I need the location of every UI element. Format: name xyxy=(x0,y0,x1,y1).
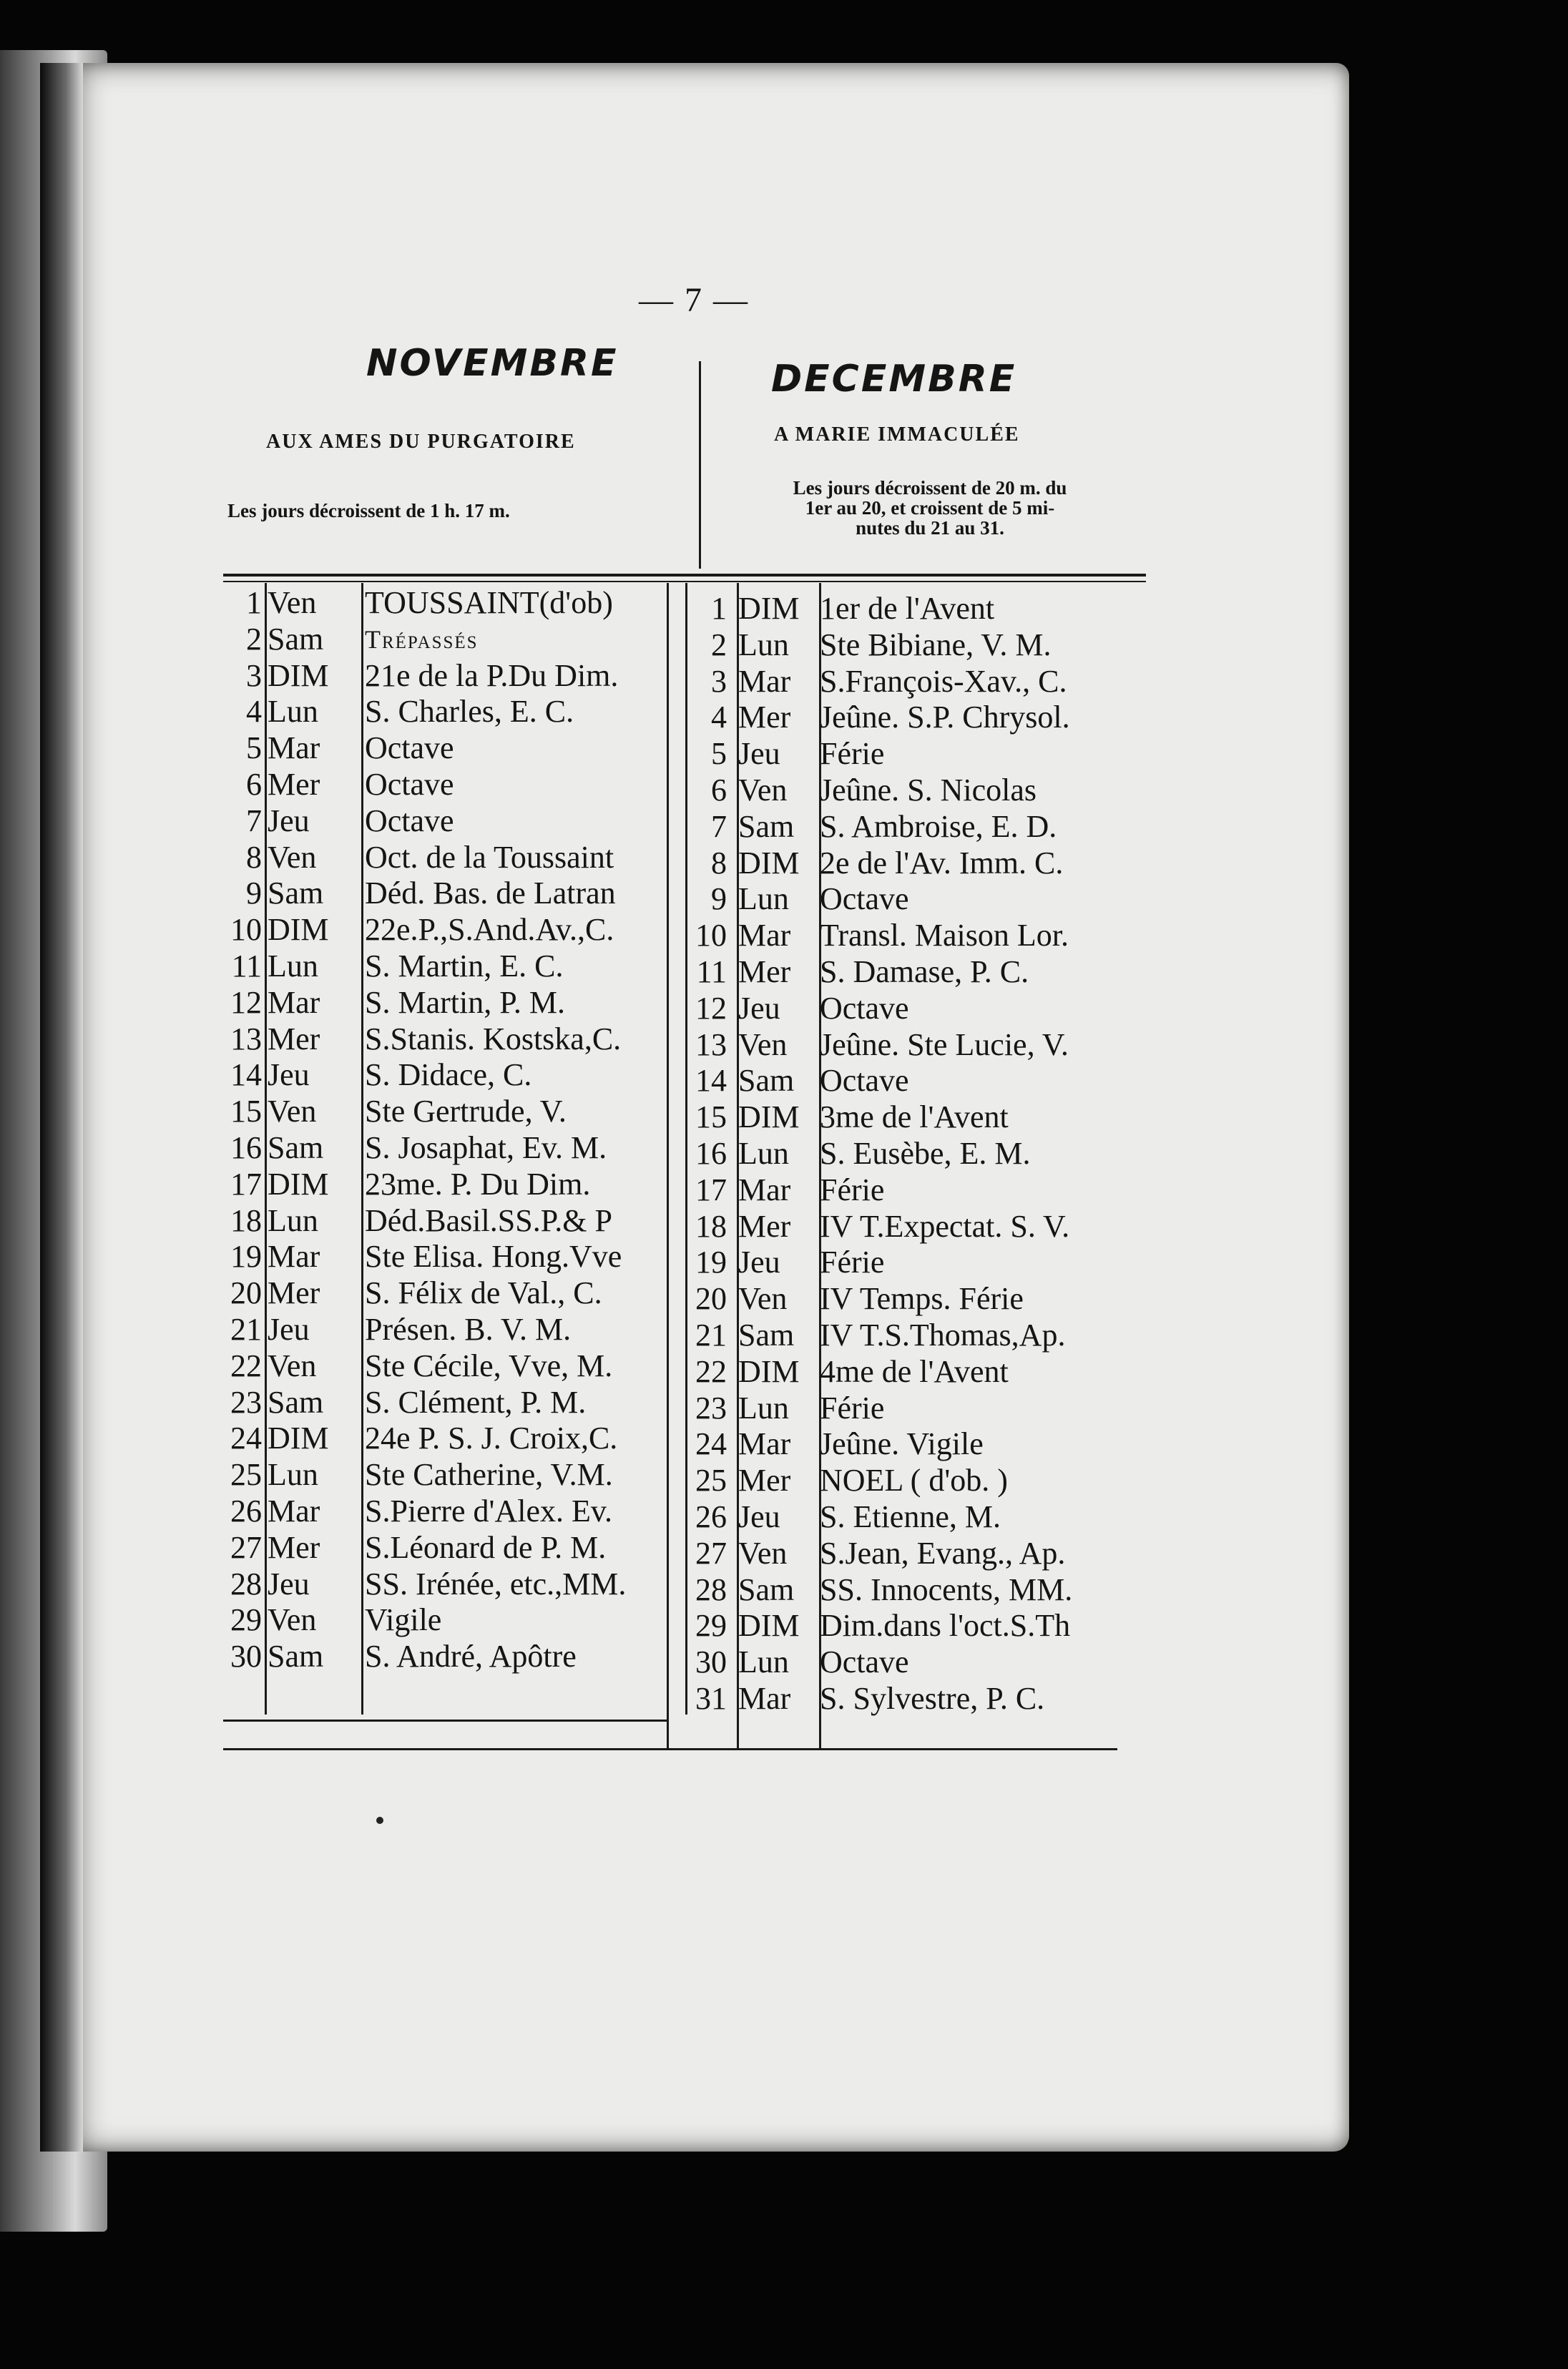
feast: S.Jean, Evang., Ap. xyxy=(820,1535,1066,1571)
feast: S.Pierre d'Alex. Ev. xyxy=(365,1493,613,1529)
day-number: 13 xyxy=(695,1026,727,1062)
weekday: Mar xyxy=(738,663,791,699)
november-dedication: AUX AMES DU PURGATOIRE xyxy=(266,431,576,453)
december-daylight-note-line: Les jours décroissent de 20 m. du xyxy=(793,477,1067,499)
feast: Octave xyxy=(365,766,454,802)
weekday: Mer xyxy=(738,1463,791,1499)
feast: Octave xyxy=(365,803,454,838)
november-row xyxy=(230,984,687,1021)
day-number: 12 xyxy=(230,984,262,1020)
day-number: 14 xyxy=(230,1057,262,1093)
feast: Jeûne. S. Nicolas xyxy=(820,772,1037,808)
weekday: Lun xyxy=(738,1135,789,1171)
december-daylight-note-line: 1er au 20, et croissent de 5 mi- xyxy=(805,497,1055,519)
weekday: Mar xyxy=(268,984,320,1020)
day-number: 11 xyxy=(231,948,262,984)
day-number: 10 xyxy=(695,918,727,953)
december-row xyxy=(694,1499,1137,1536)
november-row xyxy=(230,1129,687,1167)
weekday: Lun xyxy=(738,627,789,662)
day-number: 6 xyxy=(711,772,727,808)
weekday: Sam xyxy=(268,1639,324,1674)
day-number: 25 xyxy=(230,1457,262,1493)
day-number: 30 xyxy=(695,1644,727,1680)
december-row xyxy=(694,845,1137,882)
weekday: Lun xyxy=(268,948,318,984)
weekday: DIM xyxy=(738,845,800,881)
december-row xyxy=(694,627,1137,664)
feast: Transl. Maison Lor. xyxy=(820,918,1069,953)
day-number: 26 xyxy=(230,1493,262,1529)
weekday: Lun xyxy=(738,1644,789,1680)
feast: IV T.S.Thomas,Ap. xyxy=(820,1317,1066,1353)
day-number: 9 xyxy=(711,881,727,917)
december-daylight-note xyxy=(701,478,1159,538)
weekday: Sam xyxy=(738,1571,795,1607)
november-row xyxy=(230,1493,687,1530)
weekday: Ven xyxy=(268,1602,317,1638)
day-number: 24 xyxy=(695,1426,727,1462)
december-row xyxy=(694,1099,1137,1136)
day-number: 6 xyxy=(246,766,262,802)
november-row xyxy=(236,803,687,840)
november-row xyxy=(230,1639,687,1675)
weekday: DIM xyxy=(738,1353,800,1389)
day-number: 10 xyxy=(230,912,262,948)
feast: NOEL ( d'ob. ) xyxy=(820,1463,1008,1499)
december-title: DECEMBRE xyxy=(771,358,1017,401)
feast: Férie xyxy=(820,1390,885,1426)
weekday: Lun xyxy=(268,1202,318,1238)
table-top-rule xyxy=(223,574,1146,577)
day-number: 5 xyxy=(246,730,262,766)
day-number: 17 xyxy=(230,1166,262,1202)
day-number: 5 xyxy=(711,736,727,772)
feast: Ste Elisa. Hong.Vve xyxy=(365,1239,622,1275)
feast: Ste Bibiane, V. M. xyxy=(820,627,1052,662)
feast: Trépassés xyxy=(365,624,479,654)
day-number: 29 xyxy=(230,1602,262,1638)
weekday: DIM xyxy=(268,1166,329,1202)
day-number: 2 xyxy=(246,621,262,657)
weekday: Mar xyxy=(738,918,791,953)
feast: Présen. B. V. M. xyxy=(365,1311,572,1347)
weekday: Sam xyxy=(268,1129,324,1165)
day-number: 16 xyxy=(695,1135,727,1171)
december-row xyxy=(694,1245,1137,1281)
day-number: 20 xyxy=(230,1275,262,1311)
weekday: Mer xyxy=(268,1275,320,1311)
december-row xyxy=(694,1608,1137,1644)
day-number: 7 xyxy=(711,808,727,844)
day-number: 1 xyxy=(711,591,727,626)
day-number: 8 xyxy=(246,839,262,875)
feast: S. Charles, E. C. xyxy=(365,694,574,730)
december-row xyxy=(694,772,1137,809)
december-row xyxy=(694,1063,1137,1099)
weekday: Mar xyxy=(268,1493,320,1529)
weekday: Mer xyxy=(268,766,320,802)
feast: S. Félix de Val., C. xyxy=(365,1275,602,1311)
feast: Octave xyxy=(820,1063,909,1099)
weekday: Jeu xyxy=(268,1311,310,1347)
december-row xyxy=(694,1644,1137,1681)
feast: S. Ambroise, E. D. xyxy=(820,808,1057,844)
weekday: Sam xyxy=(738,1063,795,1099)
feast: Jeûne. S.P. Chrysol. xyxy=(820,700,1070,735)
december-row xyxy=(694,1172,1137,1209)
november-row xyxy=(230,1311,687,1348)
november-row xyxy=(236,585,687,622)
november-row xyxy=(236,658,687,695)
november-row xyxy=(230,1348,687,1385)
weekday: Jeu xyxy=(268,803,310,838)
feast: IV T.Expectat. S. V. xyxy=(820,1208,1070,1244)
feast: TOUSSAINT(d'ob) xyxy=(365,585,613,620)
day-number: 18 xyxy=(230,1202,262,1238)
feast: Octave xyxy=(820,1644,909,1680)
december-row xyxy=(694,954,1137,991)
november-row xyxy=(236,730,687,767)
weekday: Lun xyxy=(268,1457,318,1493)
december-row xyxy=(694,918,1137,954)
feast: S.François-Xav., C. xyxy=(820,663,1067,699)
day-number: 26 xyxy=(695,1499,727,1534)
day-number: 9 xyxy=(246,876,262,911)
weekday: Sam xyxy=(738,808,795,844)
weekday: Lun xyxy=(268,694,318,730)
feast: S. Martin, E. C. xyxy=(365,948,564,984)
december-row xyxy=(694,1572,1137,1609)
december-dedication: A MARIE IMMACULÉE xyxy=(774,423,1020,446)
december-row xyxy=(694,1390,1137,1427)
feast: S.Léonard de P. M. xyxy=(365,1529,607,1565)
weekday: Mar xyxy=(268,730,320,766)
day-number: 15 xyxy=(230,1094,262,1129)
december-row xyxy=(694,700,1137,736)
table-top-rule-thin xyxy=(223,581,1146,582)
weekday: Jeu xyxy=(268,1566,310,1602)
day-number: 18 xyxy=(695,1208,727,1244)
feast: S. Sylvestre, P. C. xyxy=(820,1680,1045,1716)
weekday: Ven xyxy=(268,839,317,875)
feast: 23me. P. Du Dim. xyxy=(365,1166,591,1202)
november-row xyxy=(230,1602,687,1639)
day-number: 16 xyxy=(230,1129,262,1165)
header-divider xyxy=(699,361,701,569)
weekday: DIM xyxy=(268,912,329,948)
day-number: 3 xyxy=(246,657,262,693)
december-row xyxy=(694,664,1137,700)
weekday: Sam xyxy=(738,1317,795,1353)
feast: Déd. Bas. de Latran xyxy=(365,876,616,911)
day-number: 2 xyxy=(711,627,727,662)
day-number: 8 xyxy=(711,845,727,881)
november-row xyxy=(230,912,687,948)
day-number: 19 xyxy=(695,1245,727,1280)
day-number: 28 xyxy=(695,1571,727,1607)
november-row xyxy=(236,694,687,730)
november-row xyxy=(230,1166,687,1203)
weekday: DIM xyxy=(268,1421,329,1456)
december-row xyxy=(694,1536,1137,1572)
weekday: DIM xyxy=(738,1608,800,1644)
weekday: Ven xyxy=(268,1094,317,1129)
weekday: Jeu xyxy=(738,736,780,772)
weekday: Mer xyxy=(268,1529,320,1565)
day-number: 29 xyxy=(695,1608,727,1644)
weekday: Mar xyxy=(738,1680,791,1716)
weekday: Mar xyxy=(738,1426,791,1462)
november-row xyxy=(230,1275,687,1312)
weekday: Mar xyxy=(268,1239,320,1275)
ink-dot xyxy=(376,1817,383,1824)
weekday: Jeu xyxy=(738,1499,780,1534)
day-number: 4 xyxy=(246,694,262,730)
day-number: 22 xyxy=(695,1353,727,1389)
november-row xyxy=(236,767,687,803)
weekday: Sam xyxy=(268,621,324,657)
december-row xyxy=(694,1318,1137,1354)
december-row xyxy=(694,591,1137,627)
day-number: 12 xyxy=(695,990,727,1026)
feast: 24e P. S. J. Croix,C. xyxy=(365,1421,618,1456)
day-number: 25 xyxy=(695,1463,727,1499)
feast: Férie xyxy=(820,1245,885,1280)
feast: 2e de l'Av. Imm. C. xyxy=(820,845,1064,881)
feast: 3me de l'Avent xyxy=(820,1099,1009,1135)
feast: Dim.dans l'oct.S.Th xyxy=(820,1608,1071,1644)
table-bottom-rule xyxy=(223,1748,1117,1750)
feast: Férie xyxy=(820,1172,885,1207)
november-row xyxy=(230,1421,687,1457)
weekday: Mer xyxy=(268,1021,320,1056)
day-number: 24 xyxy=(230,1421,262,1456)
weekday: Ven xyxy=(738,1281,788,1317)
feast: 1er de l'Avent xyxy=(820,591,995,626)
december-row xyxy=(694,1281,1137,1318)
feast: S. Martin, P. M. xyxy=(365,984,565,1020)
november-bottom-rule xyxy=(223,1720,667,1722)
december-row xyxy=(694,736,1137,772)
feast: Ste Catherine, V.M. xyxy=(365,1457,613,1493)
day-number: 19 xyxy=(230,1239,262,1275)
november-row xyxy=(230,1239,687,1275)
feast: Oct. de la Toussaint xyxy=(365,839,614,875)
weekday: Mer xyxy=(738,953,791,989)
weekday: Ven xyxy=(738,1535,788,1571)
december-table xyxy=(694,591,1137,1717)
december-row xyxy=(694,991,1137,1027)
day-number: 23 xyxy=(230,1384,262,1420)
feast: S. Damase, P. C. xyxy=(820,953,1029,989)
feast: 21e de la P.Du Dim. xyxy=(365,657,619,693)
december-row xyxy=(694,1354,1137,1390)
feast: IV Temps. Férie xyxy=(820,1281,1024,1317)
feast: S. Etienne, M. xyxy=(820,1499,1001,1534)
feast: S. Clément, P. M. xyxy=(365,1384,587,1420)
feast: Vigile xyxy=(365,1602,442,1638)
november-row xyxy=(230,1566,687,1603)
november-row xyxy=(236,622,687,658)
day-number: 30 xyxy=(230,1639,262,1674)
weekday: Mer xyxy=(738,1208,791,1244)
day-number: 21 xyxy=(230,1311,262,1347)
weekday: Ven xyxy=(268,585,317,620)
december-row xyxy=(694,1209,1137,1245)
feast: Octave xyxy=(820,881,909,917)
day-number: 11 xyxy=(696,953,727,989)
feast: 22e.P.,S.And.Av.,C. xyxy=(365,912,614,948)
december-daylight-note-line: nutes du 21 au 31. xyxy=(856,517,1004,539)
feast: S. Didace, C. xyxy=(365,1057,532,1093)
day-number: 27 xyxy=(695,1535,727,1571)
weekday: Sam xyxy=(268,1384,324,1420)
day-number: 14 xyxy=(695,1063,727,1099)
day-number: 4 xyxy=(711,700,727,735)
feast: SS. Irénée, etc.,MM. xyxy=(365,1566,627,1602)
feast: Octave xyxy=(820,990,909,1026)
feast: SS. Innocents, MM. xyxy=(820,1571,1073,1607)
feast: Jeûne. Vigile xyxy=(820,1426,984,1462)
weekday: DIM xyxy=(738,1099,800,1135)
feast: S. André, Apôtre xyxy=(365,1639,577,1674)
weekday: DIM xyxy=(738,591,800,626)
feast: Férie xyxy=(820,736,885,772)
weekday: Lun xyxy=(738,881,789,917)
day-number: 27 xyxy=(230,1529,262,1565)
feast: S. Eusèbe, E. M. xyxy=(820,1135,1031,1171)
december-row xyxy=(694,1463,1137,1499)
day-number: 7 xyxy=(246,803,262,838)
day-number: 31 xyxy=(695,1680,727,1716)
weekday: Ven xyxy=(268,1348,317,1383)
december-row xyxy=(694,1027,1137,1064)
weekday: Mer xyxy=(738,700,791,735)
november-row xyxy=(230,1202,687,1240)
weekday: Lun xyxy=(738,1390,789,1426)
feast: 4me de l'Avent xyxy=(820,1353,1009,1389)
november-table xyxy=(230,585,687,1675)
feast: Octave xyxy=(365,730,454,766)
day-number: 15 xyxy=(695,1099,727,1135)
page-number: — 7 — xyxy=(639,281,749,319)
november-row xyxy=(230,1021,687,1058)
november-title: NOVEMBRE xyxy=(366,342,619,385)
weekday: Jeu xyxy=(738,1245,780,1280)
feast: S. Josaphat, Ev. M. xyxy=(365,1129,607,1165)
day-number: 28 xyxy=(230,1566,262,1602)
weekday: Jeu xyxy=(268,1057,310,1093)
feast: Déd.Basil.SS.P.& P xyxy=(365,1202,612,1238)
november-row xyxy=(236,840,687,876)
day-number: 1 xyxy=(246,585,262,620)
weekday: DIM xyxy=(268,657,329,693)
day-number: 23 xyxy=(695,1390,727,1426)
november-daylight-note: Les jours décroissent de 1 h. 17 m. xyxy=(227,500,510,521)
feast: Ste Cécile, Vve, M. xyxy=(365,1348,613,1383)
day-number: 3 xyxy=(711,663,727,699)
november-row xyxy=(230,1094,687,1130)
november-row xyxy=(231,948,687,985)
november-row xyxy=(230,1529,687,1566)
day-number: 21 xyxy=(695,1317,727,1353)
day-number: 20 xyxy=(695,1281,727,1317)
feast: Ste Gertrude, V. xyxy=(365,1094,567,1129)
november-row xyxy=(230,1384,687,1421)
december-row xyxy=(694,881,1137,918)
weekday: Jeu xyxy=(738,990,780,1026)
weekday: Ven xyxy=(738,1026,788,1062)
december-row xyxy=(694,1426,1137,1463)
weekday: Ven xyxy=(738,772,788,808)
december-row xyxy=(694,1136,1137,1172)
weekday: Mar xyxy=(738,1172,791,1207)
december-row xyxy=(694,809,1137,845)
november-row xyxy=(230,1057,687,1094)
day-number: 13 xyxy=(230,1021,262,1056)
day-number: 17 xyxy=(695,1172,727,1207)
november-row xyxy=(236,876,687,912)
feast: S.Stanis. Kostska,C. xyxy=(365,1021,622,1056)
feast: Jeûne. Ste Lucie, V. xyxy=(820,1026,1069,1062)
day-number: 22 xyxy=(230,1348,262,1383)
december-row xyxy=(694,1681,1137,1717)
november-row xyxy=(230,1457,687,1494)
weekday: Sam xyxy=(268,876,324,911)
